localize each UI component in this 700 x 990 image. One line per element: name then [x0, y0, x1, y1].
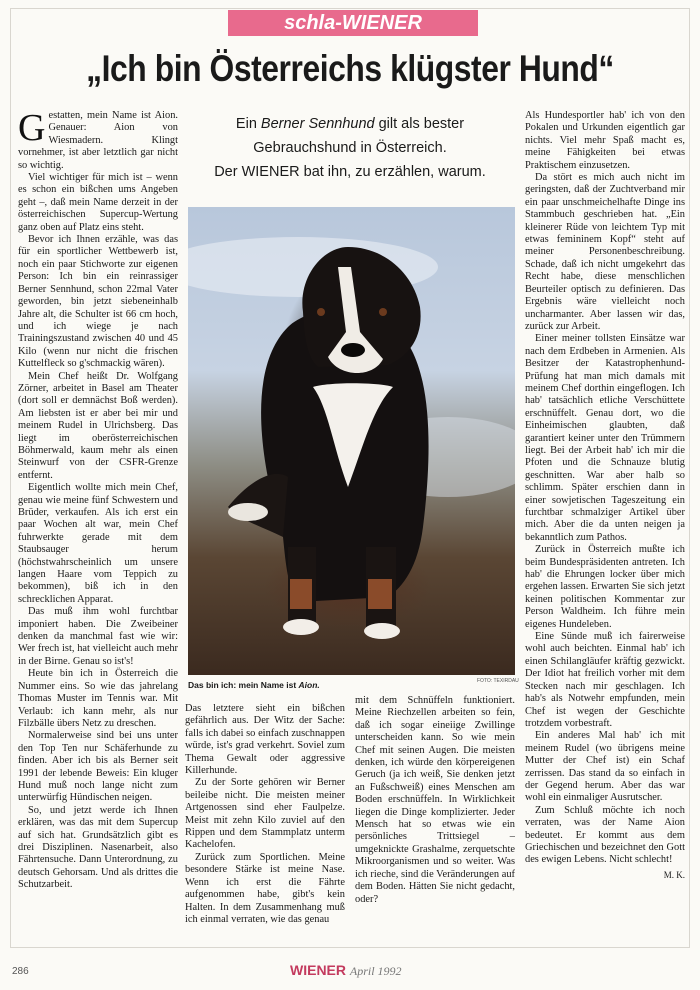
- paragraph: Eine Sünde muß ich fairerweise wohl auch beichten. Einmal hab' ich einen Schilangläufer kräftig gezwickt. Der Idiot hat freilich vorher mit dem Stecken nach mir geschlagen. Ich hab's als Notwehr empfunden, mein Chef ist wegen der Geschichte trotzdem vorbestraft.: [525, 631, 685, 729]
- paragraph: Einer meiner tollsten Einsätze war nach dem Erdbeben in Armenien. Als Besitzer der Katastrophenhund-Prüfung hat man mich damals mit meinem Chef dorthin eingeflogen. Ich hab' tatsächlich etliche Verschüttete erschnüffelt. Genau dort, wo die Einheimischen glaubten, daß garantiert keiner unter den Trümmern liegt. Bei der Arbeit hab' ich mir die Pfoten und die Schnauze blutig geschnitten. War aber halb so schlimm. Später erschien dann in einer sowjetischen Tageszeitung ein furchtbar schmalziger Artikel über mich. Aber die da unten neigen ja bekanntlich zum Pathos.: [525, 333, 685, 543]
- paragraph: Zurück zum Sportlichen. Meine besondere Stärke ist meine Nase. Wenn ich erst die Fährte aufgenommen habe, gibt's kein Halten. In dem Zusammenhang muß ich einmal verraten, wie das genau: [185, 851, 345, 925]
- paragraph: Zum Schluß möchte ich noch verraten, was der Name Aion bedeutet. Er kommt aus dem Griechischen und bezeichnet den Gott des ewigen Lebens. Nicht schlecht!: [525, 804, 685, 866]
- paragraph: Eigentlich wollte mich mein Chef, genau wie meine fünf Schwestern und Brüder, verkaufen. Als ich erst ein paar Wochen alt war, mein Chef fuhrwerkte gerade mit dem Staubsauger herum (höchstwahrscheinlich um unsere langen Haare vom Teppich zu bekommen), biß ich in den schrecklichen Apparat.: [18, 482, 178, 605]
- caption-text: Das bin ich: mein Name ist: [188, 680, 299, 690]
- section-tag: schla-WIENER: [228, 10, 478, 36]
- dog-illustration: [188, 207, 515, 675]
- headline: „Ich bin Österreichs klügster Hund“: [86, 48, 614, 89]
- article-column-3: [355, 695, 515, 906]
- paragraph: Als Hundesportler hab' ich von den Pokalen und Urkunden eigentlich gar nichts. Viel mehr Spaß macht es, meine Fähigkeiten bei etwas Praktischem einzusetzen.: [525, 110, 685, 171]
- dog-photo: [188, 207, 515, 675]
- paragraph: Zurück in Österreich mußte ich beim Bundespräsidenten antreten. Ich hab' die Ehrungen locker über mich ergehen lassen. Erwarten Sie sich jetzt keinen politischen Kommentar zur Person Waldheim. Ich führe mein eigenes Hundeleben.: [525, 544, 685, 630]
- paragraph: Das muß ihm wohl furchtbar imponiert haben. Die Zweibeiner denken da manchmal fast wie wir: Wer frech ist, hat vielleicht auch mehr in der Birne. Genau so ist's!: [18, 606, 178, 667]
- footer-magazine: [290, 962, 402, 979]
- paragraph: mit dem Schnüffeln funktioniert. Meine Riechzellen arbeiten so fein, daß ich sogar eineiige Zwillinge unterscheiden kann. So wie mein Chef mit seinen Augen. Die meisten denken, ich würde den körpereigenen Geruch (ja ich weiß, Sie denken jetzt an Fußschweiß) eines Menschen am Boden erschnüffeln. In Wirklichkeit liegen die Dinge komplizierter. Jeder Mensch hat so etwas wie ein persönliches Trittsiegel – umgeknickte Grashalme, zerquetschte Mikroorganismen und so weiter. Was ich rieche, sind die Veränderungen auf dem Boden. Hätten Sie nicht gedacht, oder?: [355, 695, 515, 905]
- paragraph: Ein anderes Mal hab' ich mit meinem Rudel (wo übrigens meine Mutter der Chef ist) ein Schaf zerrissen. Das stand da so einfach in der Gegend herum. Aber das war wohl ein einmaliger Ausrutscher.: [525, 730, 685, 804]
- paragraph: Normalerweise sind bei uns unter den Top Ten nur Schäferhunde zu finden. Aber ich bis als Berner seit 1991 der lebende Beweis: Ein kluger Hund muß noch lange nicht zum unterwürfig Hündischen neigen.: [18, 730, 178, 804]
- photo-credit: FOTO: TEXIRDAU: [477, 678, 519, 684]
- photo-caption: [188, 680, 320, 690]
- deck-line-1-pre: Ein: [235, 116, 261, 132]
- page-number: 286: [12, 966, 29, 977]
- deck-line-3: Der WIENER bat ihn, zu erzählen, warum.: [214, 164, 486, 180]
- caption-name: Aion.: [298, 680, 320, 690]
- deck-line-1: [190, 112, 510, 136]
- paragraph: Bevor ich Ihnen erzähle, was das für ein sportlicher Wettbewerb ist, noch ein paar Stichworte zur eigenen Person: Ich bin ein reinrassiger Berner Sennhund, schon 22mal Vater geworden, bin jetzt siebeneinhalb Jahre alt, die Schulter ist 66 cm hoch, und ich wiege je nach Trainingszustand zwischen 40 und 45 Kilo (wenn nur nicht die frischen Kuttelfleck so g'schmackig wären).: [18, 234, 178, 370]
- paragraph: Da stört es mich auch nicht im geringsten, daß der Zuchtverband mir ein paar unschmeichelhafte Dinge ins Stammbuch geschrieben hat. „Ein kleinerer Rüde von leichtem Typ mit etwas femininem Kopf“ steht auf meiner Personenbeschreibung. Schade, daß ich nicht umgekehrt das Recht habe, diese menschlichen Beurteiler optisch zu definieren. Das Ergebnis wäre vielleicht noch uncharmanter. Aber lassen wir das, zurück zur Arbeit.: [525, 172, 685, 332]
- footer-date: April 1992: [349, 964, 402, 978]
- paragraph: Mein Chef heißt Dr. Wolfgang Zörner, arbeitet in Basel am Theater (dort soll er demnächst Boß werden). Am liebsten ist er aber bei mir und meinem Rudel in Ulrichsberg. Das liegt im oberösterreichischen Böhmerwald, kaum mehr als einen Steinwurf von der CSFR-Grenze entfernt.: [18, 370, 178, 481]
- deck-line-1-post: gilt als bester: [374, 116, 465, 132]
- author-signature: M. K.: [663, 869, 685, 880]
- deck-line-2: Gebrauchshund in Österreich.: [253, 140, 447, 156]
- article-column-4: [525, 110, 685, 881]
- article-column-1: [18, 107, 178, 892]
- footer-magazine-name: WIENER: [290, 962, 346, 978]
- paragraph: Viel wichtiger für mich ist – wenn es schon ein bißchen ums Angeben geht –, daß mein Name derzeit in der österreichischen Supercup-Wertung ganz oben auf Platz eins steht.: [18, 172, 178, 233]
- drop-cap: G: [18, 107, 46, 149]
- paragraph: Heute bin ich in Österreich die Nummer eins. So wie das jahrelang Thomas Muster im Tennis war. Mit Verlaub: ich kann mehr, als nur Filzbälle übers Netz zu dreschen.: [18, 668, 178, 729]
- paragraph: Zu der Sorte gehören wir Berner beileibe nicht. Die meisten meiner Artgenossen sind eher Faulpelze. Meist mit zehn Kilo zuviel auf den Rippen und dem Stammplatz unterm Kachelofen.: [185, 777, 345, 851]
- article-column-2: [185, 703, 345, 926]
- deck: [190, 112, 510, 184]
- deck-line-1-em: Berner Sennhund: [260, 116, 375, 132]
- paragraph: So, und jetzt werde ich Ihnen erklären, was das mit dem Supercup auf sich hat. Grundsätzlich gibt es drei Disziplinen. Nasenarbeit, also Fährtensuche. Dann Unterordnung, zu deutsch Gehorsam. Und als drittes die Schutzarbeit.: [18, 804, 178, 891]
- paragraph: estatten, mein Name ist Aion. Genauer: Aion von Wiesmadern. Klingt vornehmer, ist aber letztlich gar nicht so wichtig.: [18, 110, 178, 171]
- paragraph: Das letztere sieht ein bißchen gefährlich aus. Der Witz der Sache: falls ich dabei so einfach zuschnappen würde, ist's grad verkehrt. Soviel zum Thema Gewalt oder aggressive Killerhunde.: [185, 703, 345, 777]
